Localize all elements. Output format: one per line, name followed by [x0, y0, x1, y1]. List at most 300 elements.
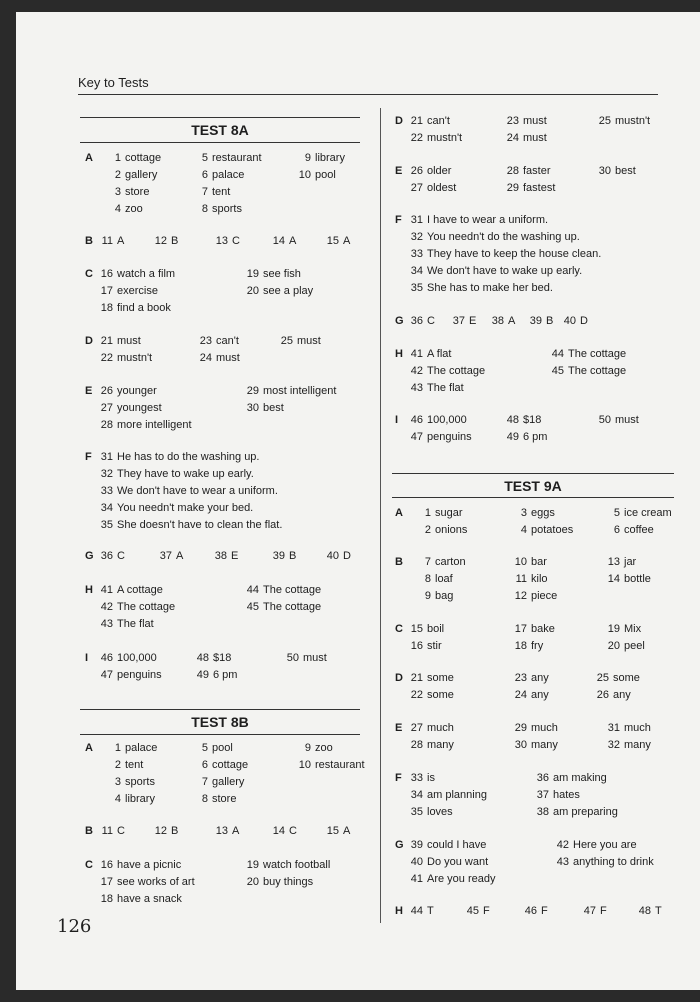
test-8a-bottom-rule [80, 142, 360, 143]
answer-text: gallery [212, 776, 245, 788]
item-number: 41 [410, 348, 423, 360]
item-number: 25 [280, 335, 293, 347]
item-number: 10 [298, 759, 311, 771]
item-number: 12 [154, 235, 167, 247]
answer-text: could I have [427, 839, 487, 851]
item-number: 18 [100, 302, 113, 314]
answer-text: more intelligent [117, 419, 192, 431]
item-number: 25 [598, 115, 611, 127]
item-number: 32 [410, 231, 423, 243]
item-number: 35 [100, 519, 113, 531]
item-number: 14 [272, 235, 285, 247]
answer-text: many [427, 739, 454, 751]
answer-text: A [343, 825, 351, 837]
section-letter: D [85, 335, 93, 347]
answer-text: have a picnic [117, 859, 182, 871]
item-number: 45 [246, 601, 259, 613]
section-letter: H [395, 348, 403, 360]
answer-text: must [216, 352, 240, 364]
item-number: 13 [607, 556, 620, 568]
answer-text: most intelligent [263, 385, 337, 397]
item-number: 33 [100, 485, 113, 497]
item-number: 24 [514, 689, 527, 701]
item-number: 34 [100, 502, 113, 514]
answer-text: best [263, 402, 284, 414]
answer-text: see works of art [117, 876, 195, 888]
answer-text: is [427, 772, 435, 784]
item-number: 36 [100, 550, 113, 562]
item-number: 31 [410, 214, 423, 226]
answer-text: any [531, 672, 549, 684]
answer-text: You needn't do the washing up. [427, 231, 580, 243]
section-letter: I [85, 652, 89, 664]
test-8a-title: TEST 8A [191, 122, 249, 138]
item-number: 44 [410, 905, 423, 917]
item-number: 30 [246, 402, 259, 414]
item-number: 20 [607, 640, 620, 652]
item-number: 5 [201, 152, 208, 164]
item-number: 22 [410, 132, 423, 144]
item-number: 23 [506, 115, 519, 127]
answer-text: some [427, 689, 454, 701]
section-letter: G [395, 315, 404, 327]
answer-text: any [531, 689, 549, 701]
answer-text: D [580, 315, 588, 327]
answer-text: eggs [531, 507, 555, 519]
item-number: 4 [114, 793, 121, 805]
item-number: 30 [598, 165, 611, 177]
item-number: 41 [100, 584, 113, 596]
section-letter: F [85, 451, 92, 463]
answer-text: E [469, 315, 477, 327]
answer-text: mustn't [615, 115, 651, 127]
item-number: 20 [246, 876, 259, 888]
answer-text: see a play [263, 285, 314, 297]
answer-text: penguins [427, 431, 472, 443]
answer-text: bake [531, 623, 555, 635]
answer-text: fry [531, 640, 544, 652]
item-number: 16 [100, 859, 113, 871]
section-letter: C [85, 268, 93, 280]
item-number: 15 [326, 235, 339, 247]
item-number: 9 [304, 742, 311, 754]
item-number: 39 [410, 839, 423, 851]
answer-text: D [343, 550, 351, 562]
answer-text: bottle [624, 573, 651, 585]
answer-text: A [508, 315, 516, 327]
item-number: 11 [101, 825, 113, 837]
answer-text: The cottage [427, 365, 486, 377]
item-number: 40 [563, 315, 576, 327]
answer-text: 6 pm [213, 669, 238, 681]
answer-text: We don't have to wake up early. [427, 265, 583, 277]
answer-text: C [289, 825, 297, 837]
answer-text: F [600, 905, 607, 917]
item-number: 27 [410, 722, 423, 734]
answer-text: some [427, 672, 454, 684]
answer-text: I have to wear a uniform. [427, 214, 549, 226]
answer-text: B [171, 235, 179, 247]
section-letter: H [395, 905, 403, 917]
item-number: 2 [114, 759, 121, 771]
item-number: 8 [424, 573, 431, 585]
item-number: 47 [410, 431, 423, 443]
item-number: 6 [613, 524, 620, 536]
test-8b-bottom-rule [80, 734, 360, 735]
answer-text: palace [125, 742, 158, 754]
item-number: 42 [410, 365, 423, 377]
answer-text: C [117, 825, 125, 837]
item-number: 43 [410, 382, 423, 394]
answer-text: younger [117, 385, 157, 397]
item-number: 11 [515, 573, 527, 585]
page-number: 126 [57, 916, 92, 937]
section-letter: E [395, 165, 403, 177]
section-letter: A [395, 507, 403, 519]
item-number: 13 [215, 235, 228, 247]
answer-text: The flat [427, 382, 464, 394]
answer-text: potatoes [531, 524, 574, 536]
section-letter: F [395, 772, 402, 784]
item-number: 3 [520, 507, 527, 519]
answer-text: youngest [117, 402, 162, 414]
section-letter: C [395, 623, 403, 635]
answer-text: sugar [435, 507, 463, 519]
item-number: 39 [529, 315, 542, 327]
item-number: 38 [491, 315, 504, 327]
item-number: 18 [514, 640, 527, 652]
item-number: 46 [100, 652, 113, 664]
answer-text: bag [435, 590, 454, 602]
item-number: 13 [215, 825, 228, 837]
item-number: 3 [114, 186, 121, 198]
section-letter: A [85, 152, 93, 164]
answer-text: You needn't make your bed. [117, 502, 254, 514]
answer-text: carton [435, 556, 466, 568]
item-number: 17 [100, 876, 113, 888]
answer-text: penguins [117, 669, 162, 681]
answer-text: anything to drink [573, 856, 654, 868]
item-number: 28 [100, 419, 113, 431]
item-number: 26 [596, 689, 609, 701]
section-letter: E [85, 385, 93, 397]
answer-text: mustn't [427, 132, 463, 144]
item-number: 8 [201, 203, 208, 215]
answer-text: watch a film [117, 268, 176, 280]
answer-text: They have to keep the house clean. [427, 248, 602, 260]
item-number: 23 [514, 672, 527, 684]
item-number: 41 [410, 873, 423, 885]
item-number: 47 [583, 905, 596, 917]
item-number: 30 [514, 739, 527, 751]
item-number: 48 [196, 652, 209, 664]
test-8b-top-rule [80, 709, 360, 710]
answer-text: They have to wake up early. [117, 468, 254, 480]
answer-text: loaf [435, 573, 453, 585]
section-letter: C [85, 859, 93, 871]
item-number: 12 [514, 590, 527, 602]
answer-text: $18 [213, 652, 232, 664]
answer-text: stir [427, 640, 442, 652]
answer-text: pool [315, 169, 336, 181]
item-number: 12 [154, 825, 167, 837]
answer-text: must [117, 335, 141, 347]
item-number: 18 [100, 893, 113, 905]
answer-text: palace [212, 169, 245, 181]
answer-text: oldest [427, 182, 457, 194]
answer-text: peel [624, 640, 645, 652]
item-number: 26 [410, 165, 423, 177]
item-number: 50 [598, 414, 611, 426]
item-number: 31 [100, 451, 113, 463]
answer-text: B [289, 550, 297, 562]
answer-text: Do you want [427, 856, 489, 868]
item-number: 24 [506, 132, 519, 144]
item-number: 50 [286, 652, 299, 664]
answer-text: see fish [263, 268, 301, 280]
item-number: 4 [520, 524, 527, 536]
answer-text: zoo [125, 203, 143, 215]
item-number: 21 [410, 672, 423, 684]
item-number: 31 [607, 722, 620, 734]
answer-text: pool [212, 742, 233, 754]
item-number: 44 [551, 348, 564, 360]
test-8a-top-rule [80, 117, 360, 118]
answer-text: am making [553, 772, 607, 784]
answer-text: watch football [263, 859, 331, 871]
answer-text: restaurant [212, 152, 262, 164]
answer-text: A flat [427, 348, 452, 360]
item-number: 15 [326, 825, 339, 837]
answer-text: The cottage [568, 365, 627, 377]
item-number: 1 [114, 742, 121, 754]
answer-text: many [624, 739, 651, 751]
answer-text: buy things [263, 876, 314, 888]
answer-text: 6 pm [523, 431, 548, 443]
item-number: 43 [556, 856, 569, 868]
test-8b-title: TEST 8B [191, 714, 249, 730]
item-number: 5 [613, 507, 620, 519]
answer-text: gallery [125, 169, 158, 181]
answer-text: cottage [125, 152, 162, 164]
answer-text: mustn't [117, 352, 153, 364]
section-letter: D [395, 115, 403, 127]
section-letter: B [85, 825, 93, 837]
answer-text: C [427, 315, 435, 327]
item-number: 21 [410, 115, 423, 127]
item-number: 4 [114, 203, 121, 215]
section-letter: E [395, 722, 403, 734]
answer-text: sports [125, 776, 155, 788]
item-number: 21 [100, 335, 113, 347]
item-number: 47 [100, 669, 113, 681]
answer-text: A [232, 825, 240, 837]
answer-text: tent [212, 186, 231, 198]
item-number: 37 [159, 550, 172, 562]
item-number: 17 [100, 285, 113, 297]
header-rule [78, 94, 658, 95]
item-number: 44 [246, 584, 259, 596]
item-number: 27 [410, 182, 423, 194]
answer-text: piece [531, 590, 558, 602]
answer-text: am planning [427, 789, 487, 801]
item-number: 14 [272, 825, 285, 837]
item-number: 32 [100, 468, 113, 480]
item-number: 34 [410, 265, 423, 277]
answer-text: must [303, 652, 327, 664]
item-number: 15 [410, 623, 423, 635]
answer-text: B [171, 825, 179, 837]
item-number: 10 [298, 169, 311, 181]
item-number: 42 [556, 839, 569, 851]
answer-text: F [541, 905, 548, 917]
item-number: 37 [452, 315, 465, 327]
item-number: 29 [506, 182, 519, 194]
item-number: 36 [536, 772, 549, 784]
answer-text: tent [125, 759, 144, 771]
answer-text: can't [216, 335, 239, 347]
item-number: 48 [638, 905, 651, 917]
item-number: 9 [304, 152, 311, 164]
section-letter: G [85, 550, 94, 562]
answer-text: fastest [523, 182, 556, 194]
answer-text: E [231, 550, 239, 562]
test-9a-title: TEST 9A [504, 478, 562, 494]
item-number: 7 [424, 556, 431, 568]
item-number: 28 [410, 739, 423, 751]
answer-text: am preparing [553, 806, 618, 818]
answer-text: 100,000 [117, 652, 157, 664]
answer-text: must [615, 414, 639, 426]
item-number: 45 [551, 365, 564, 377]
answer-text: must [297, 335, 321, 347]
answer-text: zoo [315, 742, 333, 754]
section-letter: A [85, 742, 93, 754]
answer-text: A [117, 235, 125, 247]
item-number: 46 [410, 414, 423, 426]
answer-text: We don't have to wear a uniform. [117, 485, 278, 497]
item-number: 6 [201, 759, 208, 771]
answer-text: must [523, 132, 547, 144]
answer-text: must [523, 115, 547, 127]
answer-text: A [289, 235, 297, 247]
item-number: 19 [246, 859, 259, 871]
answer-text: restaurant [315, 759, 365, 771]
item-number: 3 [114, 776, 121, 788]
answer-text: some [613, 672, 640, 684]
item-number: 36 [410, 315, 423, 327]
item-number: 1 [424, 507, 431, 519]
answer-text: have a snack [117, 893, 182, 905]
item-number: 11 [101, 235, 113, 247]
answer-text: ice cream [624, 507, 672, 519]
item-number: 37 [536, 789, 549, 801]
item-number: 16 [100, 268, 113, 280]
test-9a-bottom-rule [392, 497, 674, 498]
answer-text: 100,000 [427, 414, 467, 426]
item-number: 33 [410, 772, 423, 784]
item-number: 25 [596, 672, 609, 684]
section-letter: B [395, 556, 403, 568]
item-number: 33 [410, 248, 423, 260]
item-number: 42 [100, 601, 113, 613]
answer-text: faster [523, 165, 551, 177]
answer-text: coffee [624, 524, 654, 536]
section-letter: D [395, 672, 403, 684]
item-number: 48 [506, 414, 519, 426]
item-number: 39 [272, 550, 285, 562]
answer-text: much [531, 722, 558, 734]
answer-text: any [613, 689, 631, 701]
item-number: 40 [410, 856, 423, 868]
answer-text: bar [531, 556, 547, 568]
page-header: Key to Tests [78, 75, 149, 90]
answer-text: A cottage [117, 584, 163, 596]
item-number: 9 [424, 590, 431, 602]
answer-text: loves [427, 806, 453, 818]
answer-text: The cottage [117, 601, 176, 613]
item-number: 2 [424, 524, 431, 536]
answer-text: A [343, 235, 351, 247]
test-9a-top-rule [392, 473, 674, 474]
item-number: 1 [114, 152, 121, 164]
column-divider [380, 108, 381, 923]
item-number: 46 [524, 905, 537, 917]
item-number: 28 [506, 165, 519, 177]
answer-text: The cottage [263, 601, 322, 613]
answer-text: store [125, 186, 150, 198]
item-number: 19 [607, 623, 620, 635]
section-letter: G [395, 839, 404, 851]
answer-text: B [546, 315, 554, 327]
answer-text: cottage [212, 759, 249, 771]
answer-text: F [483, 905, 490, 917]
answer-text: The flat [117, 618, 154, 630]
item-number: 38 [214, 550, 227, 562]
item-number: 17 [514, 623, 527, 635]
answer-text: library [125, 793, 155, 805]
item-number: 7 [201, 776, 208, 788]
item-number: 45 [466, 905, 479, 917]
item-number: 49 [196, 669, 209, 681]
answer-text: best [615, 165, 636, 177]
item-number: 19 [246, 268, 259, 280]
answer-text: boil [427, 623, 445, 635]
item-number: 38 [536, 806, 549, 818]
item-number: 7 [201, 186, 208, 198]
answer-text: She doesn't have to clean the flat. [117, 519, 283, 531]
item-number: 32 [607, 739, 620, 751]
section-letter: I [395, 414, 399, 426]
section-letter: F [395, 214, 402, 226]
item-number: 24 [199, 352, 212, 364]
item-number: 10 [514, 556, 527, 568]
answer-text: Are you ready [427, 873, 496, 885]
answer-text: Here you are [573, 839, 637, 851]
item-number: 8 [201, 793, 208, 805]
item-number: 49 [506, 431, 519, 443]
answer-text: onions [435, 524, 468, 536]
answer-text: He has to do the washing up. [117, 451, 260, 463]
answer-text: jar [624, 556, 637, 568]
answer-text: The cottage [568, 348, 627, 360]
answer-text: much [624, 722, 651, 734]
answer-text: store [212, 793, 237, 805]
answer-text: library [315, 152, 345, 164]
answer-text: C [232, 235, 240, 247]
item-number: 29 [514, 722, 527, 734]
item-number: 27 [100, 402, 113, 414]
